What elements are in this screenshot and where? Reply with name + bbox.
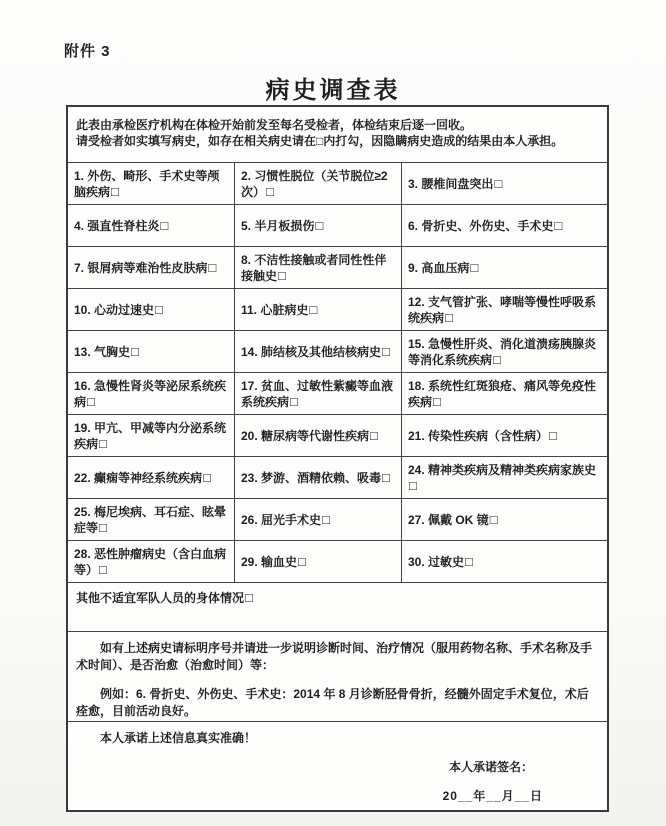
history-item-checkbox[interactable]: □	[433, 393, 441, 409]
history-item-label: 20. 糖尿病等代谢性疾病	[241, 428, 370, 443]
history-item-text	[408, 336, 604, 368]
history-item-cell	[68, 457, 235, 499]
history-item-checkbox[interactable]: □	[493, 351, 501, 367]
history-item-checkbox[interactable]: □	[554, 217, 563, 233]
history-item-cell	[68, 415, 235, 457]
history-item-text	[74, 378, 231, 410]
history-item-label: 30. 过敏史	[408, 554, 465, 569]
history-item-label: 1. 外伤、畸形、手术史等颅脑疾病	[74, 168, 220, 199]
history-item-checkbox[interactable]: □	[278, 267, 286, 283]
history-item-label: 15. 急慢性肝炎、消化道溃疡胰腺炎等消化系统疾病	[408, 336, 597, 367]
history-item-checkbox[interactable]: □	[494, 175, 503, 191]
history-item-checkbox[interactable]: □	[382, 343, 390, 359]
history-item-cell	[402, 541, 607, 583]
history-item-checkbox[interactable]: □	[298, 553, 306, 569]
history-item-label: 11. 心脏病史	[241, 302, 309, 317]
history-item-cell	[402, 163, 607, 205]
history-item-text	[408, 428, 557, 444]
history-item-text	[74, 302, 163, 318]
history-item-text	[241, 554, 306, 570]
intro-cell	[68, 107, 607, 163]
history-item-label: 27. 佩戴 OK 镜	[408, 512, 489, 527]
history-item-label: 19. 甲亢、甲减等内分泌系统疾病	[74, 420, 227, 451]
history-item-label: 22. 癫痫等神经系统疾病	[74, 470, 203, 485]
history-item-checkbox[interactable]: □	[290, 393, 298, 409]
commitment-cell	[68, 722, 607, 810]
history-item-cell	[68, 373, 235, 415]
intro-line-2: 请受检者如实填写病史，如存在相关病史请在□内打勾，因隐瞒病史造成的结果由本人承担。	[76, 134, 564, 148]
history-item-text	[408, 512, 498, 528]
history-item-cell	[235, 331, 402, 373]
history-item-cell	[235, 415, 402, 457]
history-item-label: 21. 传染性疾病（含性病）	[408, 428, 549, 443]
history-item-cell	[68, 541, 235, 583]
history-item-checkbox[interactable]: □	[155, 301, 163, 317]
history-item-text	[408, 462, 604, 494]
history-item-text	[241, 344, 390, 360]
history-item-checkbox[interactable]: □	[111, 183, 119, 199]
history-item-text	[241, 512, 330, 528]
history-item-checkbox[interactable]: □	[445, 309, 453, 325]
history-item-label: 26. 屈光手术史	[241, 512, 322, 527]
history-item-text	[408, 378, 604, 410]
history-item-checkbox[interactable]: □	[99, 519, 107, 535]
history-item-label: 12. 支气管扩张、哮喘等慢性呼吸系统疾病	[408, 294, 597, 325]
history-item-checkbox[interactable]: □	[309, 301, 318, 317]
history-item-text	[241, 428, 378, 444]
history-item-text	[408, 218, 562, 234]
history-item-cell	[402, 331, 607, 373]
history-item-cell	[68, 331, 235, 373]
history-item-text	[408, 260, 478, 276]
history-item-text	[74, 470, 211, 486]
history-item-text	[74, 546, 231, 578]
history-item-text	[74, 168, 231, 200]
history-item-cell	[68, 205, 235, 247]
signature-label: 本人承诺签名：	[448, 760, 533, 774]
history-item-label: 8. 不洁性接触或者同性性伴接触史	[241, 252, 387, 283]
history-item-checkbox[interactable]: □	[489, 511, 498, 527]
history-item-label: 23. 梦游、酒精依赖、吸毒	[241, 470, 382, 485]
history-item-cell	[402, 457, 607, 499]
history-item-text	[74, 260, 216, 276]
history-item-label: 10. 心动过速史	[74, 302, 155, 317]
history-item-label: 2. 习惯性脱位（关节脱位≥2次）	[241, 168, 388, 199]
history-item-label: 29. 输血史	[241, 554, 298, 569]
history-item-cell	[402, 247, 607, 289]
history-item-label: 25. 梅尼埃病、耳石症、眩晕症等	[74, 504, 227, 535]
history-item-checkbox[interactable]: □	[203, 469, 211, 485]
history-item-label: 6. 骨折史、外伤史、手术史	[408, 218, 554, 233]
history-item-cell	[235, 541, 402, 583]
history-item-text	[241, 252, 398, 284]
history-item-label: 7. 银屑病等难治性皮肤病	[74, 260, 208, 275]
history-item-cell	[235, 163, 402, 205]
note-instruction: 如有上述病史请标明序号并请进一步说明诊断时间、治疗情况（服用药物名称、手术名称及手术时间）、是否治愈（治愈时间）等：	[76, 641, 593, 672]
history-item-cell	[235, 247, 402, 289]
history-item-label: 5. 半月板损伤	[241, 218, 315, 233]
history-item-cell	[235, 289, 402, 331]
history-item-cell	[402, 205, 607, 247]
history-item-checkbox[interactable]: □	[87, 393, 95, 409]
history-item-cell	[402, 499, 607, 541]
history-item-text	[408, 294, 604, 326]
history-item-text	[241, 302, 317, 318]
history-item-checkbox[interactable]: □	[315, 217, 324, 233]
history-item-checkbox[interactable]: □	[208, 259, 217, 275]
history-item-cell	[68, 247, 235, 289]
history-item-checkbox[interactable]: □	[131, 343, 139, 359]
history-item-text	[74, 344, 139, 360]
history-item-checkbox[interactable]: □	[266, 183, 274, 199]
history-item-cell	[402, 289, 607, 331]
history-item-cell	[235, 457, 402, 499]
history-item-checkbox[interactable]: □	[160, 217, 169, 233]
commitment-statement: 本人承诺上述信息真实准确！	[100, 731, 257, 745]
history-item-cell	[68, 289, 235, 331]
history-item-text	[241, 470, 390, 486]
other-condition-cell	[68, 583, 607, 632]
history-item-text	[241, 168, 398, 200]
attachment-label: 附件 3	[64, 43, 111, 60]
history-item-label: 18. 系统性红斑狼疮、痛风等免疫性疾病	[408, 378, 597, 409]
intro-line-1: 此表由承检医疗机构在体检开始前发至每名受检者，体检结束后逐一回收。	[76, 118, 473, 132]
history-item-checkbox[interactable]: □	[382, 469, 390, 485]
history-item-label: 24. 精神类疾病及精神类疾病家族史	[408, 462, 597, 477]
other-condition-checkbox[interactable]: □	[245, 590, 253, 605]
history-item-text	[241, 218, 323, 234]
history-item-text	[74, 504, 231, 536]
history-item-label: 16. 急慢性肾炎等泌尿系统疾病	[74, 378, 227, 409]
note-example: 例如：6. 骨折史、外伤史、手术史：2014 年 8 月诊断胫骨骨折，经髓外固定手术复位，术后痊愈，目前活动良好。	[76, 687, 589, 718]
history-item-text	[408, 554, 473, 570]
history-form-table	[66, 105, 609, 812]
history-item-checkbox[interactable]: □	[322, 511, 330, 527]
history-item-cell	[402, 373, 607, 415]
history-item-cell	[68, 163, 235, 205]
history-item-label: 13. 气胸史	[74, 344, 131, 359]
history-grid	[68, 163, 607, 583]
history-item-label: 17. 贫血、过敏性紫癜等血液系统疾病	[241, 378, 394, 409]
history-item-cell	[235, 499, 402, 541]
page-title: 病史调查表	[265, 78, 401, 104]
history-item-label: 4. 强直性脊柱炎	[74, 218, 160, 233]
history-item-checkbox[interactable]: □	[99, 561, 107, 577]
history-item-cell	[68, 499, 235, 541]
history-item-text	[74, 420, 231, 452]
history-item-checkbox[interactable]: □	[99, 435, 107, 451]
history-item-cell	[235, 373, 402, 415]
history-item-cell	[235, 205, 402, 247]
history-item-checkbox[interactable]: □	[470, 259, 479, 275]
history-item-checkbox[interactable]: □	[549, 427, 557, 443]
history-item-checkbox[interactable]: □	[465, 553, 473, 569]
history-item-text	[241, 378, 398, 410]
note-cell	[68, 632, 607, 722]
history-item-label: 3. 腰椎间盘突出	[408, 176, 494, 191]
history-item-label: 28. 恶性肿瘤病史（含白血病等）	[74, 546, 227, 577]
history-item-cell	[402, 415, 607, 457]
history-item-label: 9. 高血压病	[408, 260, 470, 275]
other-condition-label: 其他不适宜军队人员的身体情况	[76, 591, 245, 605]
date-line: 20__年__月__日	[442, 789, 543, 803]
history-item-checkbox[interactable]: □	[370, 427, 378, 443]
history-item-text	[408, 176, 502, 192]
history-item-text	[74, 218, 168, 234]
history-item-checkbox[interactable]: □	[409, 477, 417, 493]
history-item-label: 14. 肺结核及其他结核病史	[241, 344, 382, 359]
